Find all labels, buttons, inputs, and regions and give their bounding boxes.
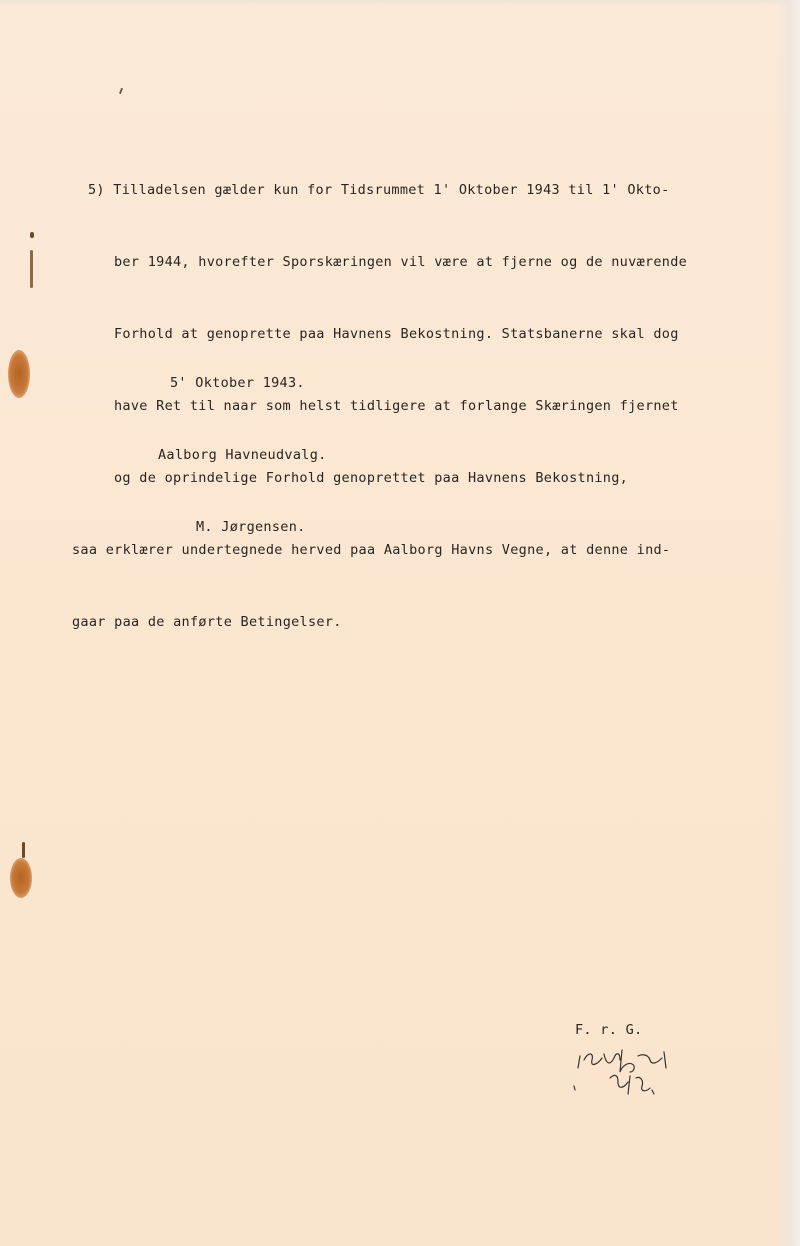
staple-mark (30, 250, 33, 288)
pencil-mark (119, 88, 123, 94)
paragraph-line: have Ret til naar som helst tidligere at forlange Skæringen fjernet (114, 398, 679, 414)
rust-stain (10, 858, 32, 898)
paragraph-line: 5) Tilladelsen gælder kun for Tidsrummet 1' Oktober 1943 til 1' Okto- (88, 182, 670, 198)
frg-label: F. r. G. (575, 1022, 643, 1038)
paragraph-line: og de oprindelige Forhold genoprettet paa Havnens Bekostning, (114, 470, 629, 486)
paper-right-edge (776, 0, 800, 1246)
date-line: 5' Oktober 1943. (170, 375, 305, 391)
staple-mark (22, 842, 25, 858)
paragraph-line: gaar paa de anførte Betingelser. (72, 614, 342, 630)
paragraph-line: Forhold at genoprette paa Havnens Bekostning. Statsbanerne skal dog (114, 326, 679, 342)
paragraph-line: ber 1944, hvorefter Sporskæringen vil være at fjerne og de nuværende (114, 254, 688, 270)
staple-hole (30, 232, 34, 238)
organization-line: Aalborg Havneudvalg. (158, 447, 327, 463)
handwritten-signature (570, 1038, 680, 1098)
paper-top-edge (0, 0, 800, 6)
paragraph-line: saa erklærer undertegnede herved paa Aalborg Havns Vegne, at denne ind- (72, 542, 671, 558)
signature-block (158, 323, 327, 587)
signer-line: M. Jørgensen. (196, 519, 306, 535)
rust-stain (8, 350, 30, 398)
